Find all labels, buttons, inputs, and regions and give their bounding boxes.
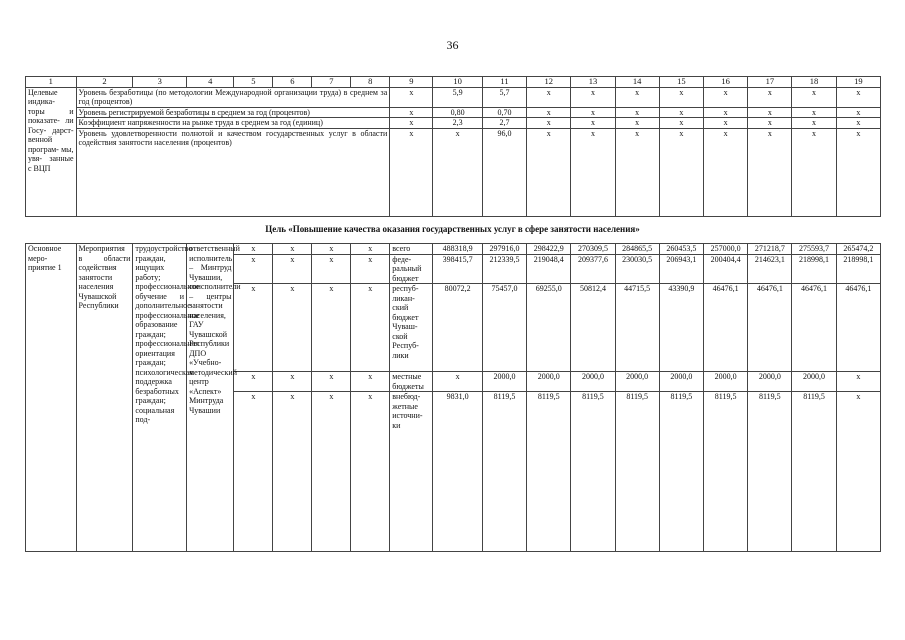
code-cell: х bbox=[234, 254, 273, 284]
code-cell: х bbox=[351, 244, 390, 255]
funding-value: х bbox=[836, 372, 880, 392]
code-cell: х bbox=[351, 254, 390, 284]
funding-value: 218998,1 bbox=[792, 254, 836, 284]
funding-source: респуб- ликан- ский бюджет Чуваш- ской Респуб- лики bbox=[390, 284, 433, 372]
col-header: 2 bbox=[76, 77, 133, 88]
indicator-name: Уровень удовлетворенности полнотой и качеством государственных услуг в области содействия занятости населения (процентов) bbox=[76, 128, 390, 216]
funding-value: 8119,5 bbox=[571, 392, 615, 552]
funding-value: 218998,1 bbox=[836, 254, 880, 284]
funding-value: х bbox=[433, 372, 482, 392]
indicator-value: х bbox=[433, 128, 482, 216]
funding-source: внебюд- жетные источни- ки bbox=[390, 392, 433, 552]
funding-value: 270309,5 bbox=[571, 244, 615, 255]
activity-type: Основное меро- приятие 1 bbox=[26, 244, 77, 552]
indicator-value: х bbox=[659, 128, 703, 216]
indicator-value: х bbox=[748, 107, 792, 118]
indicator-value: х bbox=[615, 87, 659, 107]
code-cell: х bbox=[351, 372, 390, 392]
indicator-value: х bbox=[571, 87, 615, 107]
page-number: 36 bbox=[446, 38, 459, 52]
funding-value: 214623,1 bbox=[748, 254, 792, 284]
col-header: 12 bbox=[527, 77, 571, 88]
financing-row bbox=[26, 244, 881, 255]
col-header: 15 bbox=[659, 77, 703, 88]
col-header: 4 bbox=[187, 77, 234, 88]
funding-value: 8119,5 bbox=[792, 392, 836, 552]
code-cell: х bbox=[234, 392, 273, 552]
indicator-name: Уровень безработицы (по методологии Международной организации труда) в среднем за год (процентов) bbox=[76, 87, 390, 107]
indicator-value: х bbox=[704, 87, 748, 107]
indicator-value: х bbox=[836, 107, 880, 118]
activity-executors: ответственный исполнитель – Минтруд Чувашии, соисполнители – центры занятости населения, ГАУ Чувашской Республики ДПО «Учебно-методический центр «Аспект» Минтруда Чувашии bbox=[187, 244, 234, 552]
funding-value: 8119,5 bbox=[482, 392, 526, 552]
col-header: 6 bbox=[273, 77, 312, 88]
indicator-value: х bbox=[527, 87, 571, 107]
indicator-value: 0,80 bbox=[433, 107, 482, 118]
col-header: 10 bbox=[433, 77, 482, 88]
indicator-row bbox=[26, 87, 881, 107]
funding-value: 69255,0 bbox=[527, 284, 571, 372]
activity-table bbox=[25, 243, 881, 552]
col-header: 13 bbox=[571, 77, 615, 88]
indicator-value: х bbox=[836, 128, 880, 216]
indicator-row bbox=[26, 118, 881, 129]
funding-value: 284865,5 bbox=[615, 244, 659, 255]
indicator-value: х bbox=[704, 128, 748, 216]
goal-title: Цель «Повышение качества оказания государственных услуг в сфере занятости населения» bbox=[265, 224, 640, 234]
indicator-value: 2,7 bbox=[482, 118, 526, 129]
funding-value: 206943,1 bbox=[659, 254, 703, 284]
code-cell: х bbox=[234, 284, 273, 372]
funding-value: 260453,5 bbox=[659, 244, 703, 255]
indicator-value: х bbox=[571, 118, 615, 129]
funding-value: 200404,4 bbox=[704, 254, 748, 284]
funding-value: 2000,0 bbox=[571, 372, 615, 392]
funding-value: 46476,1 bbox=[792, 284, 836, 372]
code-cell: х bbox=[273, 372, 312, 392]
indicator-value: х bbox=[390, 87, 433, 107]
col-header: 18 bbox=[792, 77, 836, 88]
activity-description: трудоустройство граждан, ищущих работу; профессиональное обучение и дополнительное профессиональное образование граждан; профессиональная ориентация граждан; психологическая поддержка безработных граждан; социальная под- bbox=[133, 244, 187, 552]
funding-source: всего bbox=[390, 244, 433, 255]
funding-value: 46476,1 bbox=[748, 284, 792, 372]
col-header: 5 bbox=[234, 77, 273, 88]
funding-value: 488318,9 bbox=[433, 244, 482, 255]
code-cell: х bbox=[273, 254, 312, 284]
funding-value: 2000,0 bbox=[748, 372, 792, 392]
funding-value: 75457,0 bbox=[482, 284, 526, 372]
code-cell: х bbox=[234, 244, 273, 255]
indicator-value: х bbox=[659, 107, 703, 118]
indicator-value: х bbox=[571, 128, 615, 216]
col-header: 19 bbox=[836, 77, 880, 88]
col-header: 16 bbox=[704, 77, 748, 88]
indicator-value: х bbox=[390, 128, 433, 216]
col-header: 11 bbox=[482, 77, 526, 88]
indicator-value: х bbox=[659, 118, 703, 129]
col-header: 14 bbox=[615, 77, 659, 88]
indicator-value: х bbox=[615, 118, 659, 129]
funding-value: 50812,4 bbox=[571, 284, 615, 372]
indicator-value: х bbox=[792, 118, 836, 129]
code-cell: х bbox=[312, 254, 351, 284]
indicator-name: Коэффициент напряженности на рынке труда в среднем за год (единиц) bbox=[76, 118, 390, 129]
funding-value: 80072,2 bbox=[433, 284, 482, 372]
code-cell: х bbox=[312, 372, 351, 392]
funding-value: 46476,1 bbox=[704, 284, 748, 372]
indicator-value: х bbox=[704, 118, 748, 129]
indicator-value: х bbox=[527, 118, 571, 129]
funding-value: 257000,0 bbox=[704, 244, 748, 255]
funding-value: 9831,0 bbox=[433, 392, 482, 552]
funding-value: 219048,4 bbox=[527, 254, 571, 284]
funding-value: 8119,5 bbox=[704, 392, 748, 552]
indicator-value: 2,3 bbox=[433, 118, 482, 129]
funding-value: 275593,7 bbox=[792, 244, 836, 255]
funding-value: 2000,0 bbox=[704, 372, 748, 392]
indicator-value: х bbox=[527, 107, 571, 118]
funding-value: 8119,5 bbox=[615, 392, 659, 552]
indicators-table bbox=[25, 76, 881, 217]
col-header: 7 bbox=[312, 77, 351, 88]
indicator-value: х bbox=[571, 107, 615, 118]
indicator-value: х bbox=[390, 118, 433, 129]
col-header: 9 bbox=[390, 77, 433, 88]
indicator-value: х bbox=[792, 107, 836, 118]
code-cell: х bbox=[273, 284, 312, 372]
indicator-value: х bbox=[836, 87, 880, 107]
indicator-row bbox=[26, 107, 881, 118]
funding-value: 2000,0 bbox=[527, 372, 571, 392]
code-cell: х bbox=[273, 392, 312, 552]
code-cell: х bbox=[273, 244, 312, 255]
code-cell: х bbox=[234, 372, 273, 392]
indicator-value: х bbox=[615, 107, 659, 118]
activity-name: Мероприятия в области содействия занятости населения Чувашской Республики bbox=[76, 244, 133, 552]
col-header: 8 bbox=[351, 77, 390, 88]
col-header: 3 bbox=[133, 77, 187, 88]
indicator-value: х bbox=[527, 128, 571, 216]
funding-value: 44715,5 bbox=[615, 284, 659, 372]
funding-value: 2000,0 bbox=[659, 372, 703, 392]
indicator-value: х bbox=[659, 87, 703, 107]
indicator-name: Уровень регистрируемой безработицы в среднем за год (процентов) bbox=[76, 107, 390, 118]
indicator-value: х bbox=[748, 118, 792, 129]
code-cell: х bbox=[312, 284, 351, 372]
funding-value: 8119,5 bbox=[748, 392, 792, 552]
funding-value: 212339,5 bbox=[482, 254, 526, 284]
funding-value: 2000,0 bbox=[482, 372, 526, 392]
indicator-value: 5,9 bbox=[433, 87, 482, 107]
funding-source: феде- ральный бюджет bbox=[390, 254, 433, 284]
indicator-value: х bbox=[836, 118, 880, 129]
code-cell: х bbox=[351, 284, 390, 372]
funding-value: 265474,2 bbox=[836, 244, 880, 255]
funding-value: 46476,1 bbox=[836, 284, 880, 372]
funding-value: 230030,5 bbox=[615, 254, 659, 284]
indicator-row bbox=[26, 128, 881, 216]
indicator-value: 5,7 bbox=[482, 87, 526, 107]
funding-value: 271218,7 bbox=[748, 244, 792, 255]
funding-value: х bbox=[836, 392, 880, 552]
funding-value: 8119,5 bbox=[659, 392, 703, 552]
code-cell: х bbox=[312, 392, 351, 552]
funding-value: 297916,0 bbox=[482, 244, 526, 255]
indicator-value: х bbox=[792, 87, 836, 107]
funding-value: 2000,0 bbox=[615, 372, 659, 392]
column-number-row bbox=[26, 77, 881, 88]
funding-source: местные бюджеты bbox=[390, 372, 433, 392]
code-cell: х bbox=[312, 244, 351, 255]
indicator-value: х bbox=[748, 87, 792, 107]
funding-value: 298422,9 bbox=[527, 244, 571, 255]
indicator-value: х bbox=[704, 107, 748, 118]
indicator-value: х bbox=[390, 107, 433, 118]
code-cell: х bbox=[351, 392, 390, 552]
indicator-value: х bbox=[792, 128, 836, 216]
col-header: 1 bbox=[26, 77, 77, 88]
funding-value: 8119,5 bbox=[527, 392, 571, 552]
funding-value: 43390,9 bbox=[659, 284, 703, 372]
indicator-group-label: Целевые индика- торы и показате- ли Госу- дарст- венной програм- мы, увя- занные с ВЦП bbox=[26, 87, 77, 216]
indicator-value: 96,0 bbox=[482, 128, 526, 216]
funding-value: 2000,0 bbox=[792, 372, 836, 392]
indicator-value: х bbox=[615, 128, 659, 216]
col-header: 17 bbox=[748, 77, 792, 88]
funding-value: 209377,6 bbox=[571, 254, 615, 284]
indicator-value: 0,70 bbox=[482, 107, 526, 118]
funding-value: 398415,7 bbox=[433, 254, 482, 284]
indicator-value: х bbox=[748, 128, 792, 216]
